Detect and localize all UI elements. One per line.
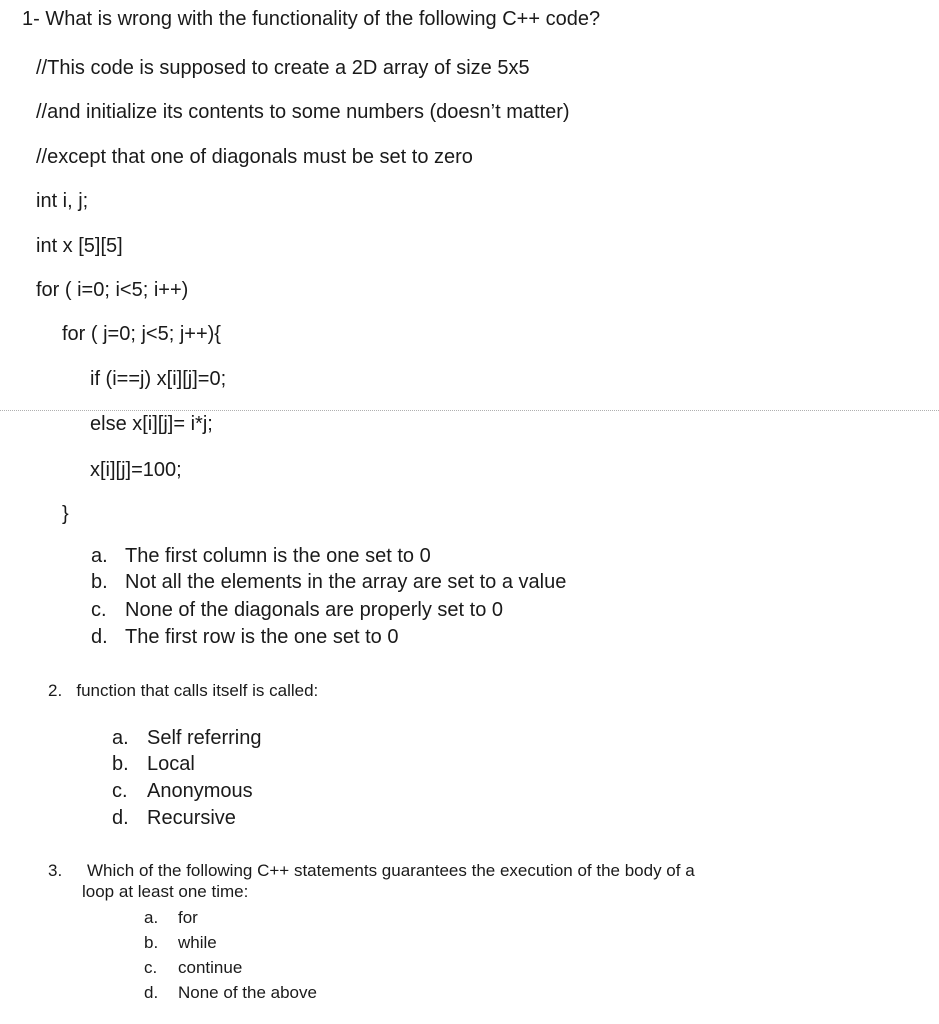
code-comment-line-3: //except that one of diagonals must be set to zero <box>36 146 473 168</box>
question-1-title: 1- What is wrong with the functionality of the following C++ code? <box>22 8 601 30</box>
option-text: Anonymous <box>147 780 253 802</box>
question-2-option-a <box>112 727 262 750</box>
question-3-title-line-1: Which of the following C++ statements guarantees the execution of the body of a <box>87 861 695 880</box>
question-1-option-b <box>91 571 566 594</box>
option-text: continue <box>178 958 243 977</box>
code-line-inner-loop: for ( j=0; j<5; j++){ <box>62 323 221 345</box>
question-2-option-d <box>112 807 236 830</box>
code-line-declare-array: int x [5][5] <box>36 235 123 257</box>
question-2-option-b <box>112 753 195 776</box>
question-1-option-a <box>91 545 431 568</box>
code-comment-line-2: //and initialize its contents to some numbers (doesn’t matter) <box>36 101 570 123</box>
code-line-outer-loop: for ( i=0; i<5; i++) <box>36 279 189 301</box>
question-2-title <box>48 681 318 701</box>
option-text: while <box>178 933 217 952</box>
code-line-assign-100: x[i][j]=100; <box>90 459 182 481</box>
code-line-close-brace: } <box>62 503 69 525</box>
question-2-number: 2. <box>48 681 63 700</box>
option-text: Not all the elements in the array are set to a value <box>125 571 567 593</box>
question-3-option-d <box>144 983 317 1003</box>
option-letter: a. <box>91 545 108 567</box>
code-line-declare-ij: int i, j; <box>36 190 89 212</box>
page-divider <box>0 410 939 411</box>
option-letter: a. <box>112 727 129 749</box>
option-letter: b. <box>91 571 108 593</box>
option-letter: b. <box>144 933 159 952</box>
option-text: for <box>178 908 198 927</box>
question-3-option-b <box>144 933 217 953</box>
option-letter: a. <box>144 908 159 927</box>
code-comment-line-1: //This code is supposed to create a 2D array of size 5x5 <box>36 57 530 79</box>
option-letter: b. <box>112 753 129 775</box>
option-text: The first row is the one set to 0 <box>125 626 399 648</box>
option-letter: d. <box>112 807 129 829</box>
question-3-title-line-2: loop at least one time: <box>82 882 249 901</box>
question-3-number: 3. <box>48 861 63 880</box>
option-text: None of the above <box>178 983 317 1002</box>
option-letter: c. <box>112 780 128 802</box>
question-2-text: function that calls itself is called: <box>76 681 319 700</box>
question-2-option-c <box>112 780 253 803</box>
code-line-if: if (i==j) x[i][j]=0; <box>90 368 227 390</box>
code-line-else: else x[i][j]= i*j; <box>90 413 213 435</box>
question-1-option-d <box>91 626 398 649</box>
option-text: Local <box>147 753 195 775</box>
option-letter: c. <box>91 599 107 621</box>
question-3-option-a <box>144 908 198 928</box>
option-letter: d. <box>144 983 159 1002</box>
option-text: Self referring <box>147 727 262 749</box>
option-text: Recursive <box>147 807 236 829</box>
question-3-option-c <box>144 958 242 978</box>
option-letter: d. <box>91 626 108 648</box>
option-text: The first column is the one set to 0 <box>125 545 431 567</box>
option-text: None of the diagonals are properly set to 0 <box>125 599 504 621</box>
question-1-option-c <box>91 599 503 622</box>
option-letter: c. <box>144 958 158 977</box>
